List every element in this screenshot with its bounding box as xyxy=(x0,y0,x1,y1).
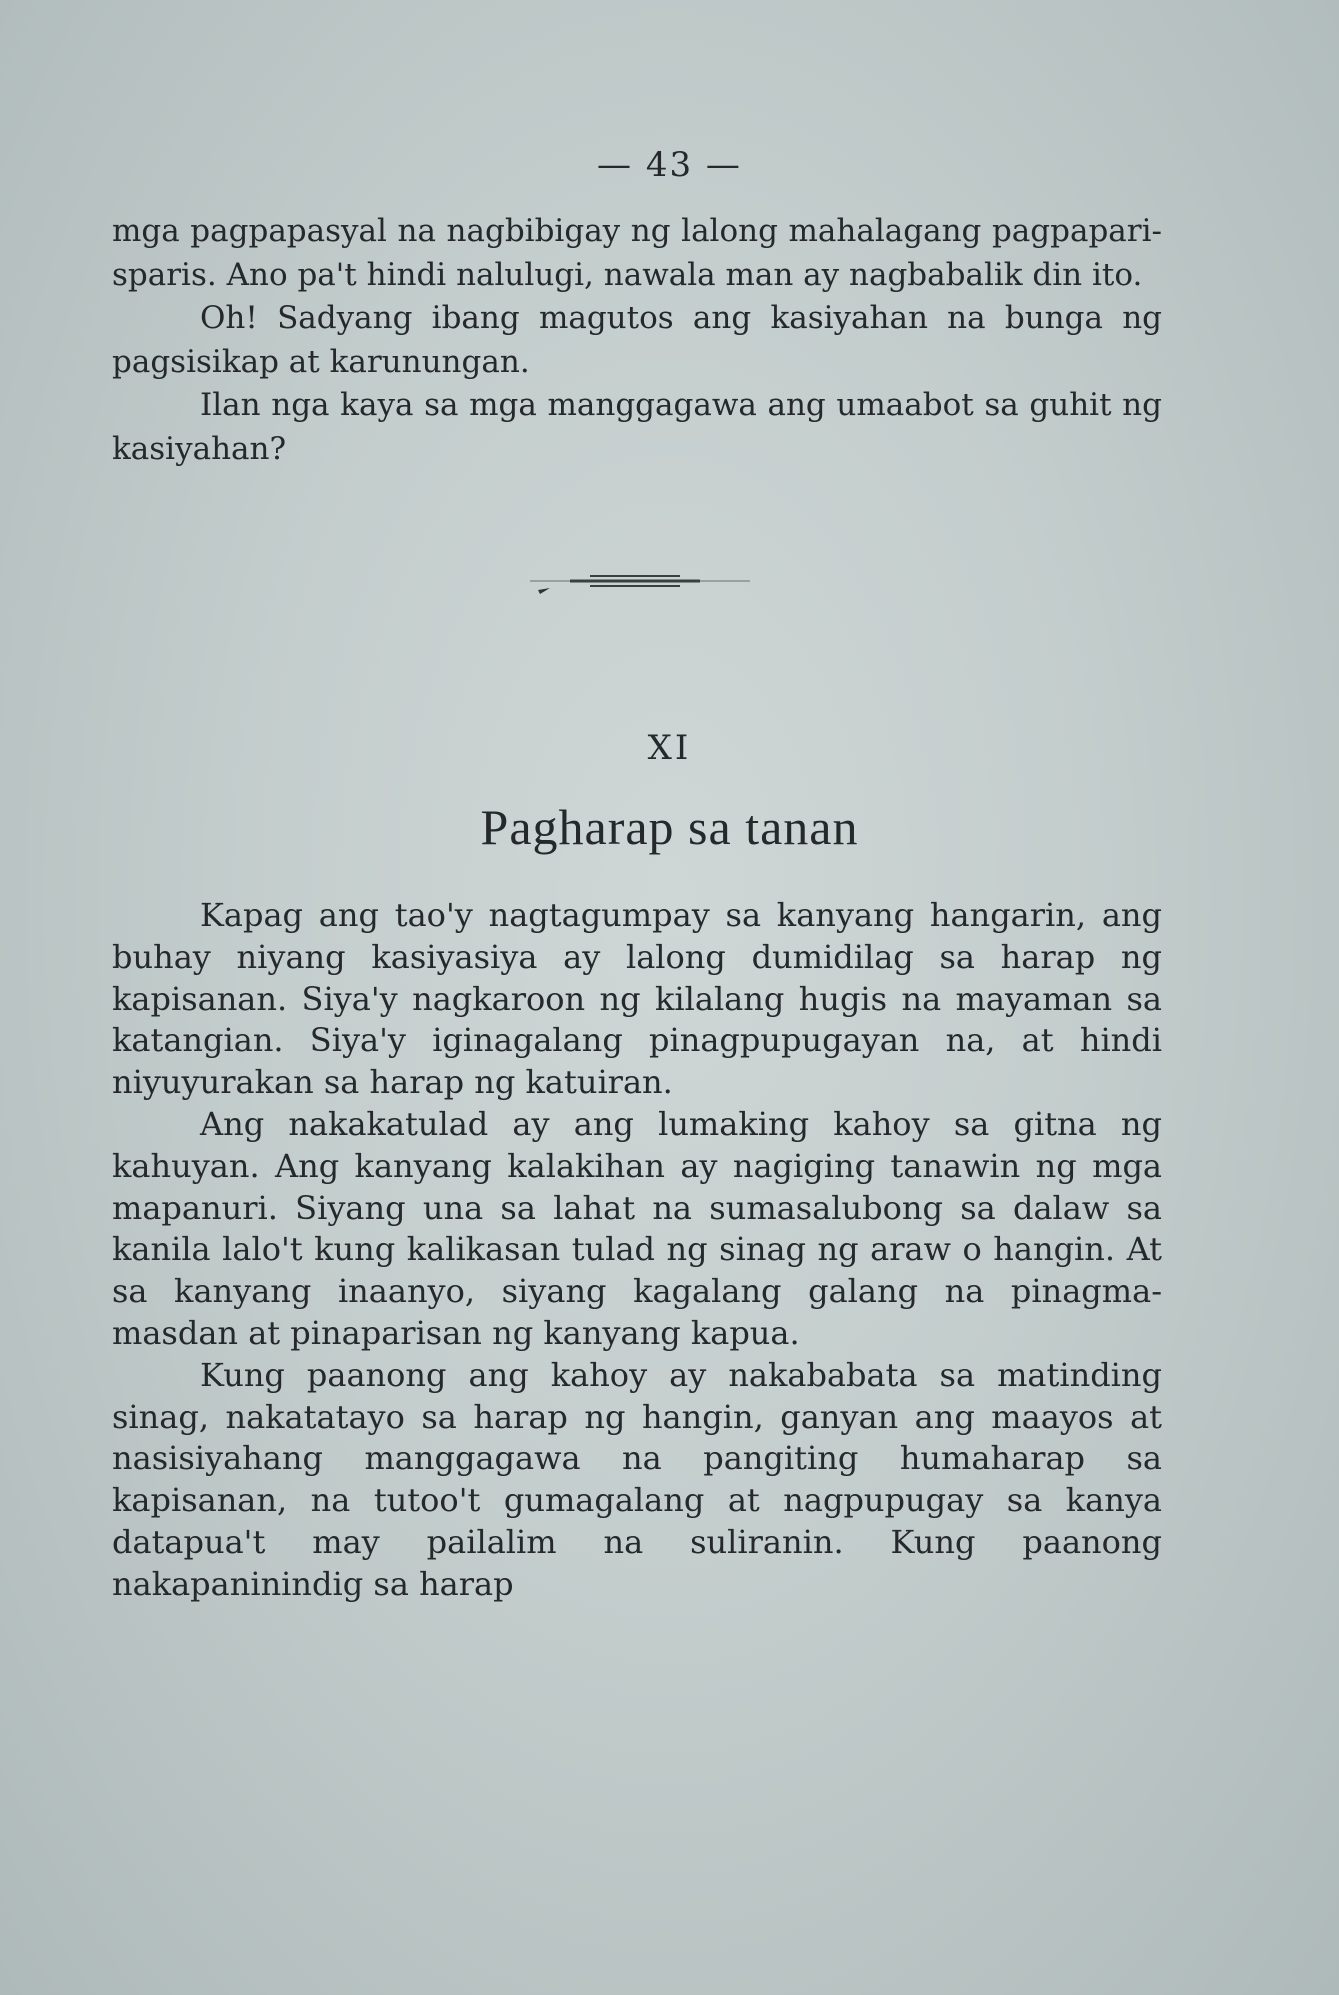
section-divider-ornament xyxy=(510,568,760,598)
paragraph: Kung paanong ang kahoy ay nakababata sa matinding sinag, nakatatayo sa harap ng hangin, ganyan ang maayos at nasisiyahang manggagawa na pangiting humaharap sa kapisanan, na tutoo't gumagalang at nagpupugay sa kanya datapua't may pailalim na suliranin. Kung paanong nakapaninindig sa harap xyxy=(112,1355,1162,1603)
paragraph: Ang nakakatulad ay ang lumaking kahoy sa gitna ng kahuyan. Ang kanyang kalakihan ay nagiging tanawin ng mga mapanuri. Siyang una sa lahat na sumasalubong sa dalaw sa kanila lalo't kung kalikasan tulad ng sinag ng araw o hangin. At sa kanyang inaanyo, siyang kagalang galang na pinagmamasdan at pinaparisan ng kanyang kapua. xyxy=(112,1104,1162,1352)
chapter-body xyxy=(112,895,1162,1606)
chapter-number: XI xyxy=(647,728,692,768)
continued-text xyxy=(112,210,1162,471)
paragraph: Kapag ang tao'y nagtagumpay sa kanyang hangarin, ang buhay niyang kasiyasiya ay lalong dumidilag sa harap ng kapisanan. Siya'y nagkaroon ng kilalang hugis na mayaman sa katangian. Siya'y iginagalang pinagpupugayan na, at hindi niyuyurakan sa harap ng katuiran. xyxy=(112,896,1162,1102)
page-number: — 43 — xyxy=(597,145,742,185)
paragraph: Oh! Sadyang ibang magutos ang kasiyahan na bunga ng pagsisikap at karunungan. xyxy=(112,300,1162,380)
chapter-title: Pagharap sa tanan xyxy=(480,799,859,855)
paragraph: Ilan nga kaya sa mga manggagawa ang umaabot sa guhit ng kasiyahan? xyxy=(112,387,1162,467)
paragraph: mga pagpapasyal na nagbibigay ng lalong mahalagang pagpaparisparis. Ano pa't hindi nalulugi, nawala man ay nagbabalik din ito. xyxy=(112,213,1162,293)
